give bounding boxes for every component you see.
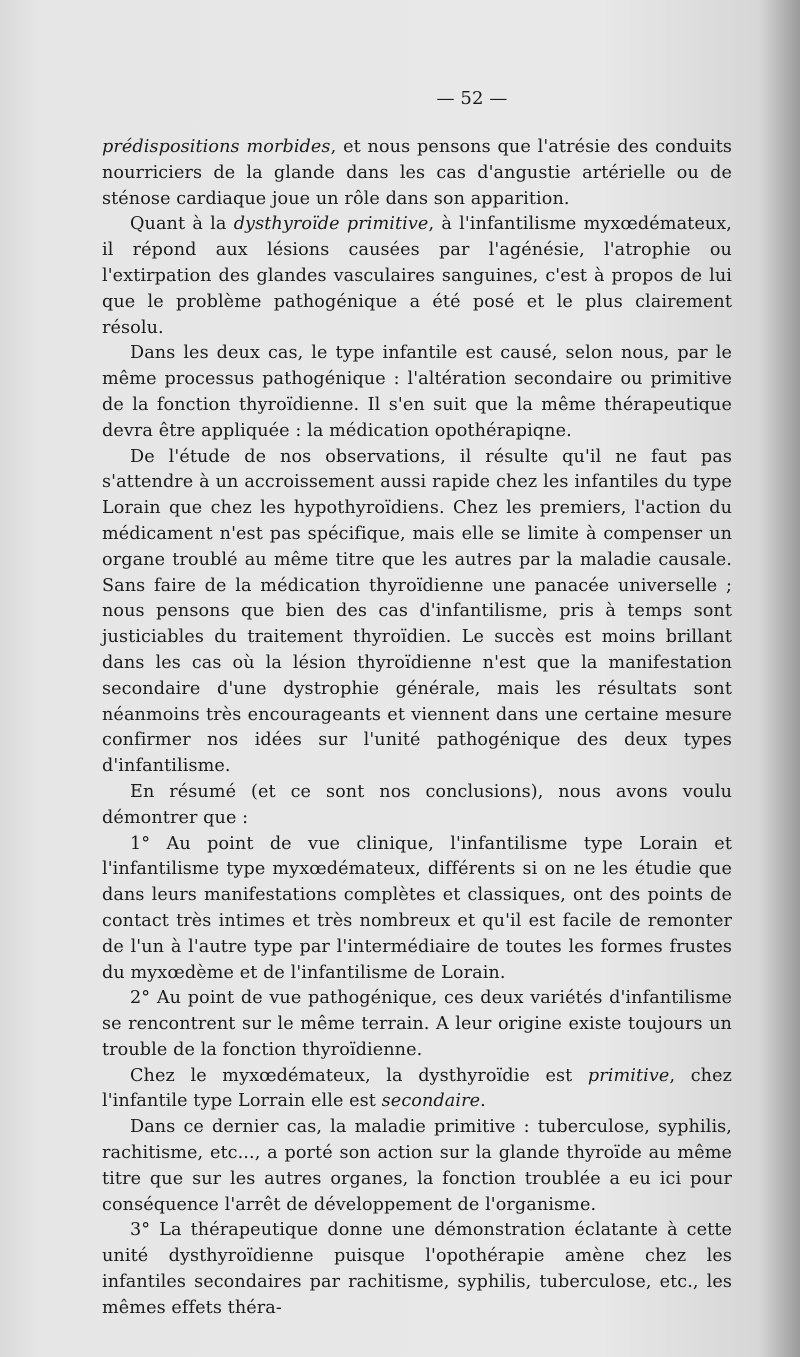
italic-text: secondaire [381, 1091, 481, 1112]
italic-text: prédispositions morbides [102, 137, 331, 157]
body-text: En résumé (et ce sont nos conclusions), nous avons voulu démontrer que : [102, 781, 732, 828]
page-text [102, 88, 732, 1322]
body-text: Chez le myxœdémateux, la dysthyroïdie est [130, 1065, 588, 1086]
body-text: , chez l'infantile type Lorrain elle est [102, 1065, 732, 1112]
italic-text: primitive [587, 1065, 670, 1086]
paragraphs [102, 135, 732, 1322]
paragraph [102, 135, 732, 212]
body-text: 3° La thérapeutique donne une démonstration éclatante à cette unité dysthyroïdienne puisque l'opothérapie amène chez les infantiles secondaires par rachitisme, syphilis, tuberculose, etc., les mêmes effets théra- [102, 1220, 732, 1318]
paragraph [102, 1064, 732, 1116]
body-text: De l'étude de nos observations, il résulte qu'il ne faut pas s'attendre à un accroissement aussi rapide chez les infantiles du type Lorain que chez les hypothyroïdiens. Chez les premiers, l'action du médicament n'est pas spécifique, mais elle se limite à compenser un organe troublé au même titre que les autres par la maladie causale. Sans faire de la médication thyroïdienne une panacée universelle ; nous pensons que bien des cas d'infantilisme, pris à temps sont justiciables du traitement thyroïdien. Le succès est moins brillant dans les cas où la lésion thyroïdienne n'est que la manifestation secondaire d'une dystrophie générale, mais les résultats sont néanmoins très encourageants et viennent dans une certaine mesure confirmer nos idées sur l'unité pathogénique des deux types d'infantilisme. [102, 446, 732, 777]
body-text: Quant à la [130, 214, 234, 235]
body-text: Dans les deux cas, le type infantile est causé, selon nous, par le même processus pathogénique : l'altération secondaire ou primitive de la fonction thyroïdienne. Il s'en suit que la même thérapeutique devra être appliquée : la médication opothérapiqne. [102, 343, 732, 441]
body-text: 1° Au point de vue clinique, l'infantilisme type Lorain et l'infantilisme type myxœdémateux, différents si on ne les étudie que dans leurs manifestations complètes et classiques, ont des points de contact très intimes et très nombreux et qu'il est facile de remonter de l'un à l'autre type par l'intermédiaire de toutes les formes frustes du myxœdème et de l'infantilisme de Lorain. [102, 833, 732, 983]
body-text: , et nous pensons que l'atrésie des conduits nourriciers de la glande dans les cas d'angustie artérielle ou de sténose cardiaque joue un rôle dans son apparition. [102, 137, 732, 209]
body-text: . [480, 1091, 486, 1112]
paragraph [102, 445, 732, 780]
paragraph [102, 212, 732, 341]
paragraph [102, 780, 732, 832]
body-text: Dans ce dernier cas, la maladie primitive : tuberculose, syphilis, rachitisme, etc..., a porté son action sur la glande thyroïde au même titre que sur les autres organes, la fonction troublée a eu ici pour conséquence l'arrêt de développement de l'organisme. [102, 1117, 732, 1215]
paragraph [102, 1115, 732, 1218]
page-number: — 52 — [436, 88, 508, 109]
paragraph [102, 1218, 732, 1321]
paragraph [102, 832, 732, 987]
body-text: 2° Au point de vue pathogénique, ces deux variétés d'infantilisme se rencontrent sur le même terrain. A leur origine existe toujours un trouble de la fonction thyroïdienne. [102, 988, 732, 1060]
paragraph [102, 341, 732, 444]
paragraph [102, 986, 732, 1063]
italic-text: dysthyroïde primitive [233, 214, 429, 235]
body-text: , à l'infantilisme myxœdémateux, il répond aux lésions causées par l'agénésie, l'atrophie ou l'extirpation des glandes vasculaires sanguines, c'est à propos de lui que le problème pathogénique a été posé et le plus clairement résolu. [102, 214, 732, 338]
